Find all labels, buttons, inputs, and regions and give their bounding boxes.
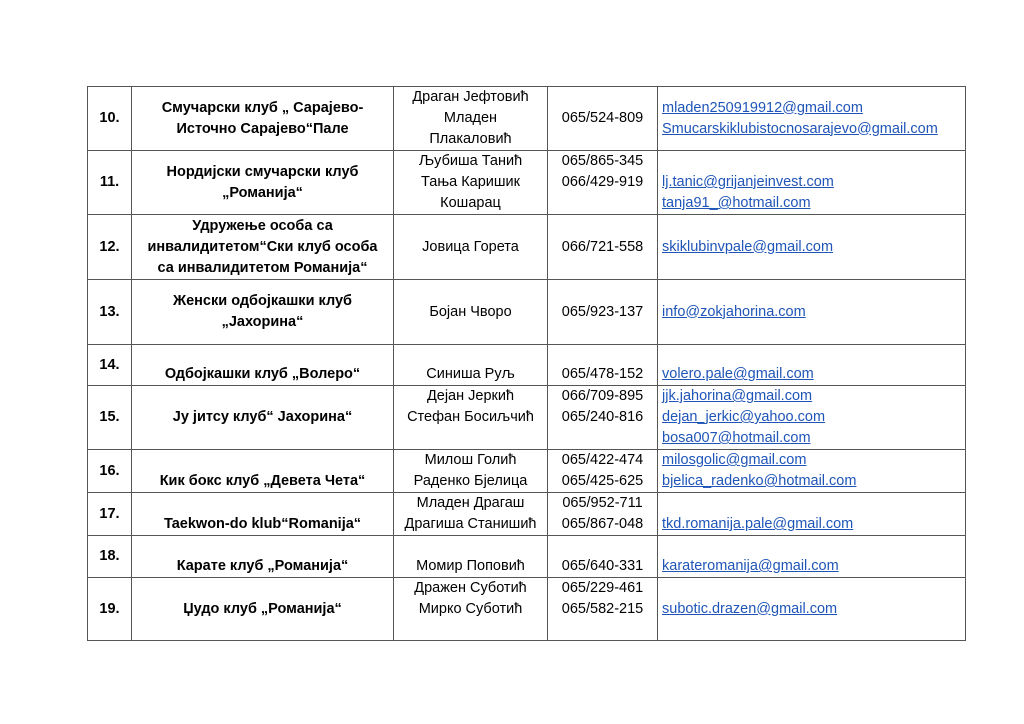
phone-number: 065/952-711	[562, 495, 643, 511]
email-link[interactable]: Smucarskiklubistocnosarajevo@gmail.com	[662, 120, 938, 137]
email-cell	[658, 87, 966, 151]
contact-person: Момир Поповић	[416, 558, 525, 574]
contact-person: Милош Голић	[424, 452, 517, 468]
clubs-table-body	[88, 87, 966, 641]
club-name-line: Кик бокс клуб „Девета Чета“	[159, 473, 366, 489]
row-number-cell	[88, 386, 132, 450]
email-cell	[658, 280, 966, 345]
club-name-cell	[132, 151, 394, 215]
email-link[interactable]: bjelica_radenko@hotmail.com	[662, 473, 857, 489]
phone-cell	[548, 536, 658, 578]
contact-person-cell	[394, 87, 548, 151]
phone-cell	[548, 87, 658, 151]
phone-number: 065/865-345	[561, 153, 644, 169]
club-name-cell	[132, 87, 394, 151]
phone-number: 066/429-919	[561, 174, 644, 190]
email-cell	[658, 386, 966, 450]
email-cell	[658, 151, 966, 215]
table-row	[88, 345, 966, 386]
club-name-cell	[132, 215, 394, 280]
club-name-line: Ју јитсу клуб“ Јахорина“	[172, 409, 353, 425]
email-cell	[658, 215, 966, 280]
contact-person: Драгиша Станишић	[404, 516, 537, 532]
email-link[interactable]: jjk.jahorina@gmail.com	[662, 388, 813, 404]
email-link[interactable]: tkd.romanija.pale@gmail.com	[662, 516, 854, 532]
table-row	[88, 493, 966, 536]
email-cell	[658, 536, 966, 578]
club-name-line: Taekwon-do klub“Romanija“	[163, 516, 362, 532]
contact-person: Младен	[443, 110, 498, 126]
club-name-line: Источно Сарајево“Пале	[176, 120, 349, 137]
club-name-line: Одбојкашки клуб „Волеро“	[164, 366, 361, 382]
phone-cell	[548, 215, 658, 280]
email-cell	[658, 493, 966, 536]
phone-cell	[548, 386, 658, 450]
email-cell	[658, 450, 966, 493]
phone-number: 065/524-809	[561, 110, 644, 126]
contact-person: Синиша Руљ	[426, 366, 515, 382]
phone-cell	[548, 578, 658, 641]
row-number: 10.	[99, 110, 120, 126]
phone-cell	[548, 450, 658, 493]
phone-number: 065/867-048	[561, 516, 644, 532]
row-number: 18.	[99, 548, 120, 564]
phone-number: 065/923-137	[561, 303, 644, 320]
row-number-cell	[88, 345, 132, 386]
contact-person-cell	[394, 386, 548, 450]
phone-cell	[548, 280, 658, 345]
phone-number: 065/425-625	[561, 473, 644, 489]
phone-cell	[548, 493, 658, 536]
phone-number: 066/721-558	[561, 238, 644, 255]
email-link[interactable]: skiklubinvpale@gmail.com	[662, 238, 834, 255]
email-link[interactable]: volero.pale@gmail.com	[662, 366, 814, 382]
table-row	[88, 386, 966, 450]
table-row	[88, 578, 966, 641]
club-name-cell	[132, 386, 394, 450]
contact-person: Драган Јефтовић	[412, 89, 529, 105]
email-link[interactable]: bosa007@hotmail.com	[662, 430, 811, 446]
email-link[interactable]: dejan_jerkic@yahoo.com	[662, 409, 826, 425]
email-link[interactable]: lj.tanic@grijanjeinvest.com	[662, 174, 834, 190]
club-name-cell	[132, 450, 394, 493]
contact-person: Дејан Јеркић	[426, 388, 515, 404]
contact-person: Раденко Бјелица	[413, 473, 528, 489]
email-link[interactable]: milosgolic@gmail.com	[662, 452, 807, 468]
club-name-line: Удружење особа са	[192, 217, 333, 234]
contact-person-cell	[394, 280, 548, 345]
row-number-cell	[88, 215, 132, 280]
contact-person-cell	[394, 578, 548, 641]
phone-number: 065/640-331	[561, 558, 644, 574]
email-link[interactable]: mladen250919912@gmail.com	[662, 99, 863, 116]
contact-person: Љубиша Танић	[418, 153, 523, 169]
row-number: 14.	[99, 356, 120, 373]
email-link[interactable]: tanja91_@hotmail.com	[662, 195, 811, 211]
contact-person: Плакаловић	[429, 131, 512, 147]
contact-person: Мирко Суботић	[418, 601, 523, 617]
contact-person: Дражен Суботић	[414, 580, 527, 596]
phone-number: 065/240-816	[561, 409, 644, 425]
club-name-line: Џудо клуб „Романија“	[183, 600, 342, 617]
row-number: 13.	[99, 303, 120, 320]
club-name-cell	[132, 578, 394, 641]
phone-number: 065/422-474	[561, 452, 644, 468]
club-name-line: Карате клуб „Романија“	[176, 558, 349, 574]
row-number: 12.	[99, 238, 120, 255]
clubs-table	[87, 86, 966, 641]
club-name-cell	[132, 280, 394, 345]
contact-person-cell	[394, 151, 548, 215]
email-cell	[658, 345, 966, 386]
club-name-line: Нордијски смучарски клуб	[166, 163, 359, 180]
contact-person-cell	[394, 215, 548, 280]
contact-person: Бојан Чворо	[429, 303, 512, 320]
phone-cell	[548, 151, 658, 215]
email-cell	[658, 578, 966, 641]
club-name-line: Женски одбојкашки клуб	[173, 293, 352, 309]
email-link[interactable]: karateromanija@gmail.com	[662, 558, 839, 574]
row-number-cell	[88, 578, 132, 641]
row-number-cell	[88, 151, 132, 215]
row-number: 11.	[99, 174, 120, 190]
club-name-line: „Јахорина“	[221, 314, 304, 330]
row-number-cell	[88, 280, 132, 345]
row-number: 16.	[99, 462, 120, 479]
contact-person-cell	[394, 536, 548, 578]
row-number: 19.	[99, 600, 120, 617]
club-name-line: са инвалидитетом Романија“	[157, 259, 368, 276]
contact-person: Младен Драгаш	[416, 495, 525, 511]
contact-person-cell	[394, 345, 548, 386]
row-number: 15.	[99, 409, 120, 425]
row-number-cell	[88, 536, 132, 578]
table-row	[88, 450, 966, 493]
contact-person-cell	[394, 450, 548, 493]
table-row	[88, 87, 966, 151]
club-name-cell	[132, 536, 394, 578]
row-number-cell	[88, 450, 132, 493]
phone-number: 065/229-461	[561, 580, 644, 596]
club-name-line: Смучарски клуб „ Сарајево-	[161, 99, 364, 116]
contact-person: Кошарац	[440, 195, 501, 211]
contact-person: Стефан Босиљчић	[407, 409, 534, 425]
club-name-line: инвалидитетом“Ски клуб особа	[147, 238, 378, 255]
contact-person-cell	[394, 493, 548, 536]
club-name-cell	[132, 493, 394, 536]
club-name-line: „Романија“	[222, 184, 303, 201]
club-name-cell	[132, 345, 394, 386]
phone-number: 066/709-895	[561, 388, 644, 404]
row-number-cell	[88, 87, 132, 151]
table-row	[88, 536, 966, 578]
phone-cell	[548, 345, 658, 386]
contact-person: Тања Каришик	[421, 174, 520, 190]
table-row	[88, 151, 966, 215]
table-row	[88, 280, 966, 345]
table-row	[88, 215, 966, 280]
contact-person: Јовица Горета	[422, 238, 519, 255]
email-link[interactable]: subotic.drazen@gmail.com	[662, 600, 838, 617]
phone-number: 065/478-152	[561, 366, 644, 382]
row-number-cell	[88, 493, 132, 536]
row-number: 17.	[99, 505, 120, 522]
phone-number: 065/582-215	[561, 601, 644, 617]
email-link[interactable]: info@zokjahorina.com	[662, 303, 806, 320]
